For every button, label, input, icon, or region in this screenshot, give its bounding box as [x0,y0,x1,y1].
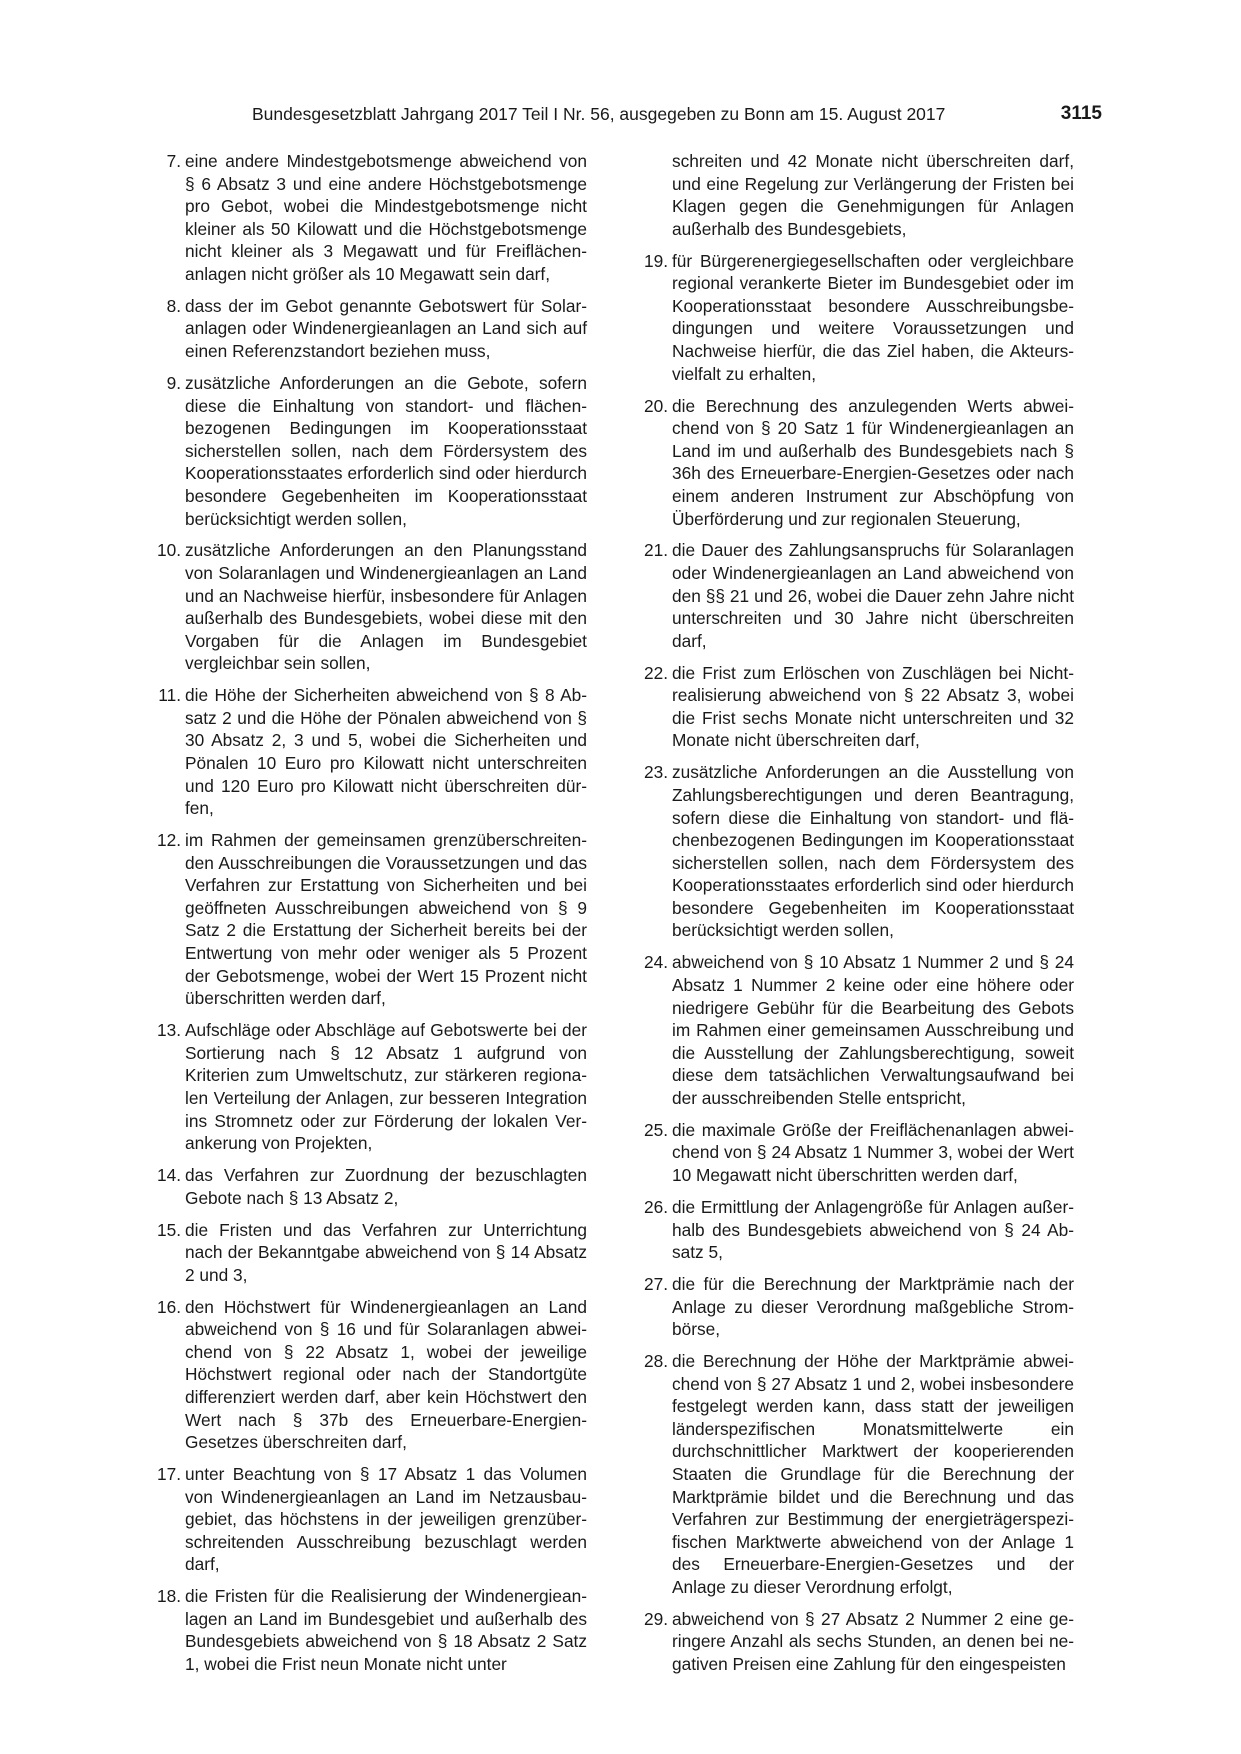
item-text: dass der im Gebot genannte Gebotswert für Solaranlagen oder Windenergieanlagen an Land sich auf einen Referenzstandort beziehen muss, [185,295,587,362]
item-text: die Berechnung der Höhe der Marktprämie abweichend von § 27 Absatz 1 und 2, wobei insbesondere festgelegt werden kann, dass statt der jeweiligen länderspezifischen Monatsmittelwerte ein durchschnittlicher Marktwert der kooperierenden Staaten die Grundlage für die Berechnung der Marktprämie bildet und die Berechnung und das Verfahren zur Bestimmung der energieträgerspezifischen Marktwerte abweichend von der Anlage 1 des Erneuerbare-Energien-Gesetzes und der Anlage zu dieser Verordnung erfolgt, [672,1351,1074,1597]
item-number: 16. [156,1296,181,1317]
item-number: 19. [643,250,668,271]
list-item-22 [627,662,1074,752]
item-text: im Rahmen der gemeinsamen grenzüberschreitenden Ausschreibungen die Voraussetzungen und das Verfahren zur Erstattung von Sicherheiten und bei geöffneten Ausschreibungen abweichend von § 9 Satz 2 die Erstattung der Sicherheit bereits bei der Entwertung von mehr oder weniger als 5 Prozent der Gebotsmenge, wobei der Wert 15 Prozent nicht überschritten werden darf, [185,830,587,1009]
item-text: den Höchstwert für Windenergieanlagen an Land abweichend von § 16 und für Solaranlagen abweichend von § 22 Absatz 1, wobei der jeweilige Höchstwert regional oder nach der Standortgüte differenziert werden darf, aber kein Höchstwert den Wert nach § 37b des Erneuerbare-Energien-Gesetzes überschreiten darf, [185,1296,587,1453]
list-item-15 [140,1219,587,1287]
item-text: das Verfahren zur Zuordnung der bezuschlagten Gebote nach § 13 Absatz 2, [185,1165,587,1208]
item-text: die Fristen für die Realisierung der Windenergieanlagen an Land im Bundesgebiet und außerhalb des Bundesgebiets abweichend von § 18 Absatz 2 Satz 1, wobei die Frist neun Monate nicht unter [185,1586,587,1675]
item-number: 26. [643,1196,668,1217]
item-number: 7. [166,151,181,171]
item-text: die für die Berechnung der Marktprämie nach der Anlage zu dieser Verordnung maßgebliche Strombörse, [672,1273,1074,1340]
item-number: 23. [643,762,668,783]
item-number: 27. [643,1273,668,1294]
list-item-23 [627,761,1074,942]
item-text: abweichend von § 10 Absatz 1 Nummer 2 und § 24 Absatz 1 Nummer 2 keine oder eine höhere oder niedrigere Gebühr für die Bearbeitung des Gebots im Rahmen einer gemeinsamen Ausschreibung und die Ausstellung der Zahlungsberechtigung, soweit diese dem tatsächlichen Verwaltungsaufwand bei der ausschreibenden Stelle entspricht, [672,952,1074,1108]
item-text: zusätzliche Anforderungen an die Gebote, sofern diese die Einhaltung von standort- und flächenbezogenen Bedingungen im Kooperationsstaat sicherstellen sollen, nach dem Fördersystem des Kooperationsstaates erforderlich sind oder hierdurch besondere Gegebenheiten im Kooperationsstaat berücksichtigt werden sollen, [185,372,587,529]
gazette-title: Bundesgesetzblatt Jahrgang 2017 Teil I Nr. 56, ausgegeben zu Bonn am 15. August 2017 [252,104,946,124]
list-item-10 [140,539,587,675]
list-item-28 [627,1350,1074,1599]
item-number: 9. [166,372,181,393]
list-item-25 [627,1119,1074,1187]
list-item-24 [627,951,1074,1109]
list-item-16 [140,1296,587,1454]
list-item-13 [140,1019,587,1155]
item-text: die Ermittlung der Anlagengröße für Anlagen außerhalb des Bundesgebiets abweichend von § 24 Absatz 5, [672,1196,1074,1263]
item-number: 13. [156,1020,181,1041]
item-number: 14. [156,1165,181,1186]
item-number: 21. [643,540,668,561]
list-item-14 [140,1164,587,1209]
item-text: die Höhe der Sicherheiten abweichend von § 8 Absatz 2 und die Höhe der Pönalen abweichend von § 30 Absatz 2, 3 und 5, wobei die Sicherheiten und Pönalen 10 Euro pro Kilowatt nicht unterschreiten und 120 Euro pro Kilowatt nicht überschreiten dürfen, [185,685,587,819]
item-number: 18. [156,1586,181,1607]
page-number: 3115 [1060,103,1102,124]
item-text: unter Beachtung von § 17 Absatz 1 das Volumen von Windenergieanlagen an Land im Netzausbaugebiet, das höchstens in der jeweiligen grenzüberschreitenden Ausschreibung bezuschlagt werden darf, [185,1464,587,1575]
item-number: 22. [643,662,668,683]
list-item-26 [627,1196,1074,1264]
item-text: die Dauer des Zahlungsanspruchs für Solaranlagen oder Windenergieanlagen an Land abweichend von den §§ 21 und 26, wobei die Dauer zehn Jahre nicht unterschreiten und 30 Jahre nicht überschreiten darf, [672,540,1074,651]
item-text: für Bürgerenergiegesellschaften oder vergleichbare regional verankerte Bieter im Bundesgebiet oder im Kooperationsstaat besondere Ausschreibungsbedingungen und weitere Voraussetzungen und Nachweise hierfür, die das Ziel haben, die Akteursvielfalt zu erhalten, [672,250,1074,384]
item-text: abweichend von § 27 Absatz 2 Nummer 2 eine geringere Anzahl als sechs Stunden, an denen bei negativen Preisen eine Zahlung für den eingespeisten [672,1608,1074,1675]
item-text: die Frist zum Erlöschen von Zuschlägen bei Nichtrealisierung abweichend von § 22 Absatz 3, wobei die Frist sechs Monate nicht unterschreiten und 32 Monate nicht überschreiten darf, [672,662,1074,751]
item-text: die maximale Größe der Freiflächenanlagen abweichend von § 24 Absatz 1 Nummer 3, wobei der Wert 10 Megawatt nicht überschritten werden darf, [672,1119,1074,1186]
item-text: die Berechnung des anzulegenden Werts abweichend von § 20 Satz 1 für Windenergieanlagen an Land im und außerhalb des Bundesgebiets nach § 36h des Erneuerbare-Energien-Gesetzes oder nach einem anderen Instrument zur Abschöpfung von Überförderung und zur regionalen Steuerung, [672,395,1074,529]
item-text: zusätzliche Anforderungen an die Ausstellung von Zahlungsberechtigungen und deren Beantragung, sofern diese die Einhaltung von standort- und flächenbezogenen Bedingungen im Kooperationsstaat sicherstellen sollen, nach dem Fördersystem des Kooperationsstaates erforderlich sind oder hierdurch besondere Gegebenheiten im Kooperationsstaat berücksichtigt werden sollen, [672,762,1074,941]
list-item-12 [140,829,587,1010]
item-number: 29. [643,1608,668,1629]
item-text: Aufschläge oder Abschläge auf Gebotswerte bei der Sortierung nach § 12 Absatz 1 aufgrund von Kriterien zum Umweltschutz, zur stärkeren regionalen Verteilung der Anlagen, zur besseren Integration ins Stromnetz oder zur Förderung der lokalen Verankerung von Projekten, [185,1020,587,1154]
item-text: eine andere Mindestgebotsmenge abweichend von § 6 Absatz 3 und eine andere Höchstgebotsmenge pro Gebot, wobei die Mindestgebotsmenge nicht kleiner als 50 Kilowatt und die Höchstgebotsmenge nicht kleiner als 3 Megawatt und für Freiflächenanlagen nicht größer als 10 Megawatt sein darf, [185,151,587,284]
item-number: 24. [643,952,668,973]
item-number: 10. [156,540,181,561]
list-item-29 [627,1608,1074,1676]
item-number: 12. [156,830,181,851]
list-item-27 [627,1273,1074,1341]
item-text: zusätzliche Anforderungen an den Planungsstand von Solaranlagen und Windenergieanlagen an Land und an Nachweise hierfür, insbesondere für Anlagen außerhalb des Bundesgebiets, wobei diese mit den Vorgaben für die Anlagen im Bundesgebiet vergleichbar sein sollen, [185,540,587,674]
item-number: 17. [156,1464,181,1485]
item-number: 8. [166,295,181,316]
list-item-8 [140,295,587,363]
list-item-11 [140,684,587,820]
list-item-7 [140,150,587,286]
list-item-18 [140,1585,587,1675]
item-number: 11. [158,685,181,706]
item-number: 28. [643,1351,668,1372]
list-item-21 [627,539,1074,652]
page-header [252,100,1102,128]
list-item-20 [627,395,1074,531]
list-item-19 [627,250,1074,386]
item-number: 15. [156,1219,181,1240]
list-item-9 [140,372,587,530]
item-18-continuation: schreiten und 42 Monate nicht überschreiten darf, und eine Regelung zur Verlängerung der Fristen bei Klagen gegen die Genehmigungen für Anlagen außerhalb des Bundesgebiets, [672,151,1074,239]
item-number: 25. [643,1119,668,1140]
right-column [627,150,1074,1676]
list-item-17 [140,1463,587,1576]
item-number: 20. [643,395,668,416]
item-text: die Fristen und das Verfahren zur Unterrichtung nach der Bekanntgabe abweichend von § 14 Absatz 2 und 3, [185,1219,587,1285]
left-column [140,150,587,1676]
